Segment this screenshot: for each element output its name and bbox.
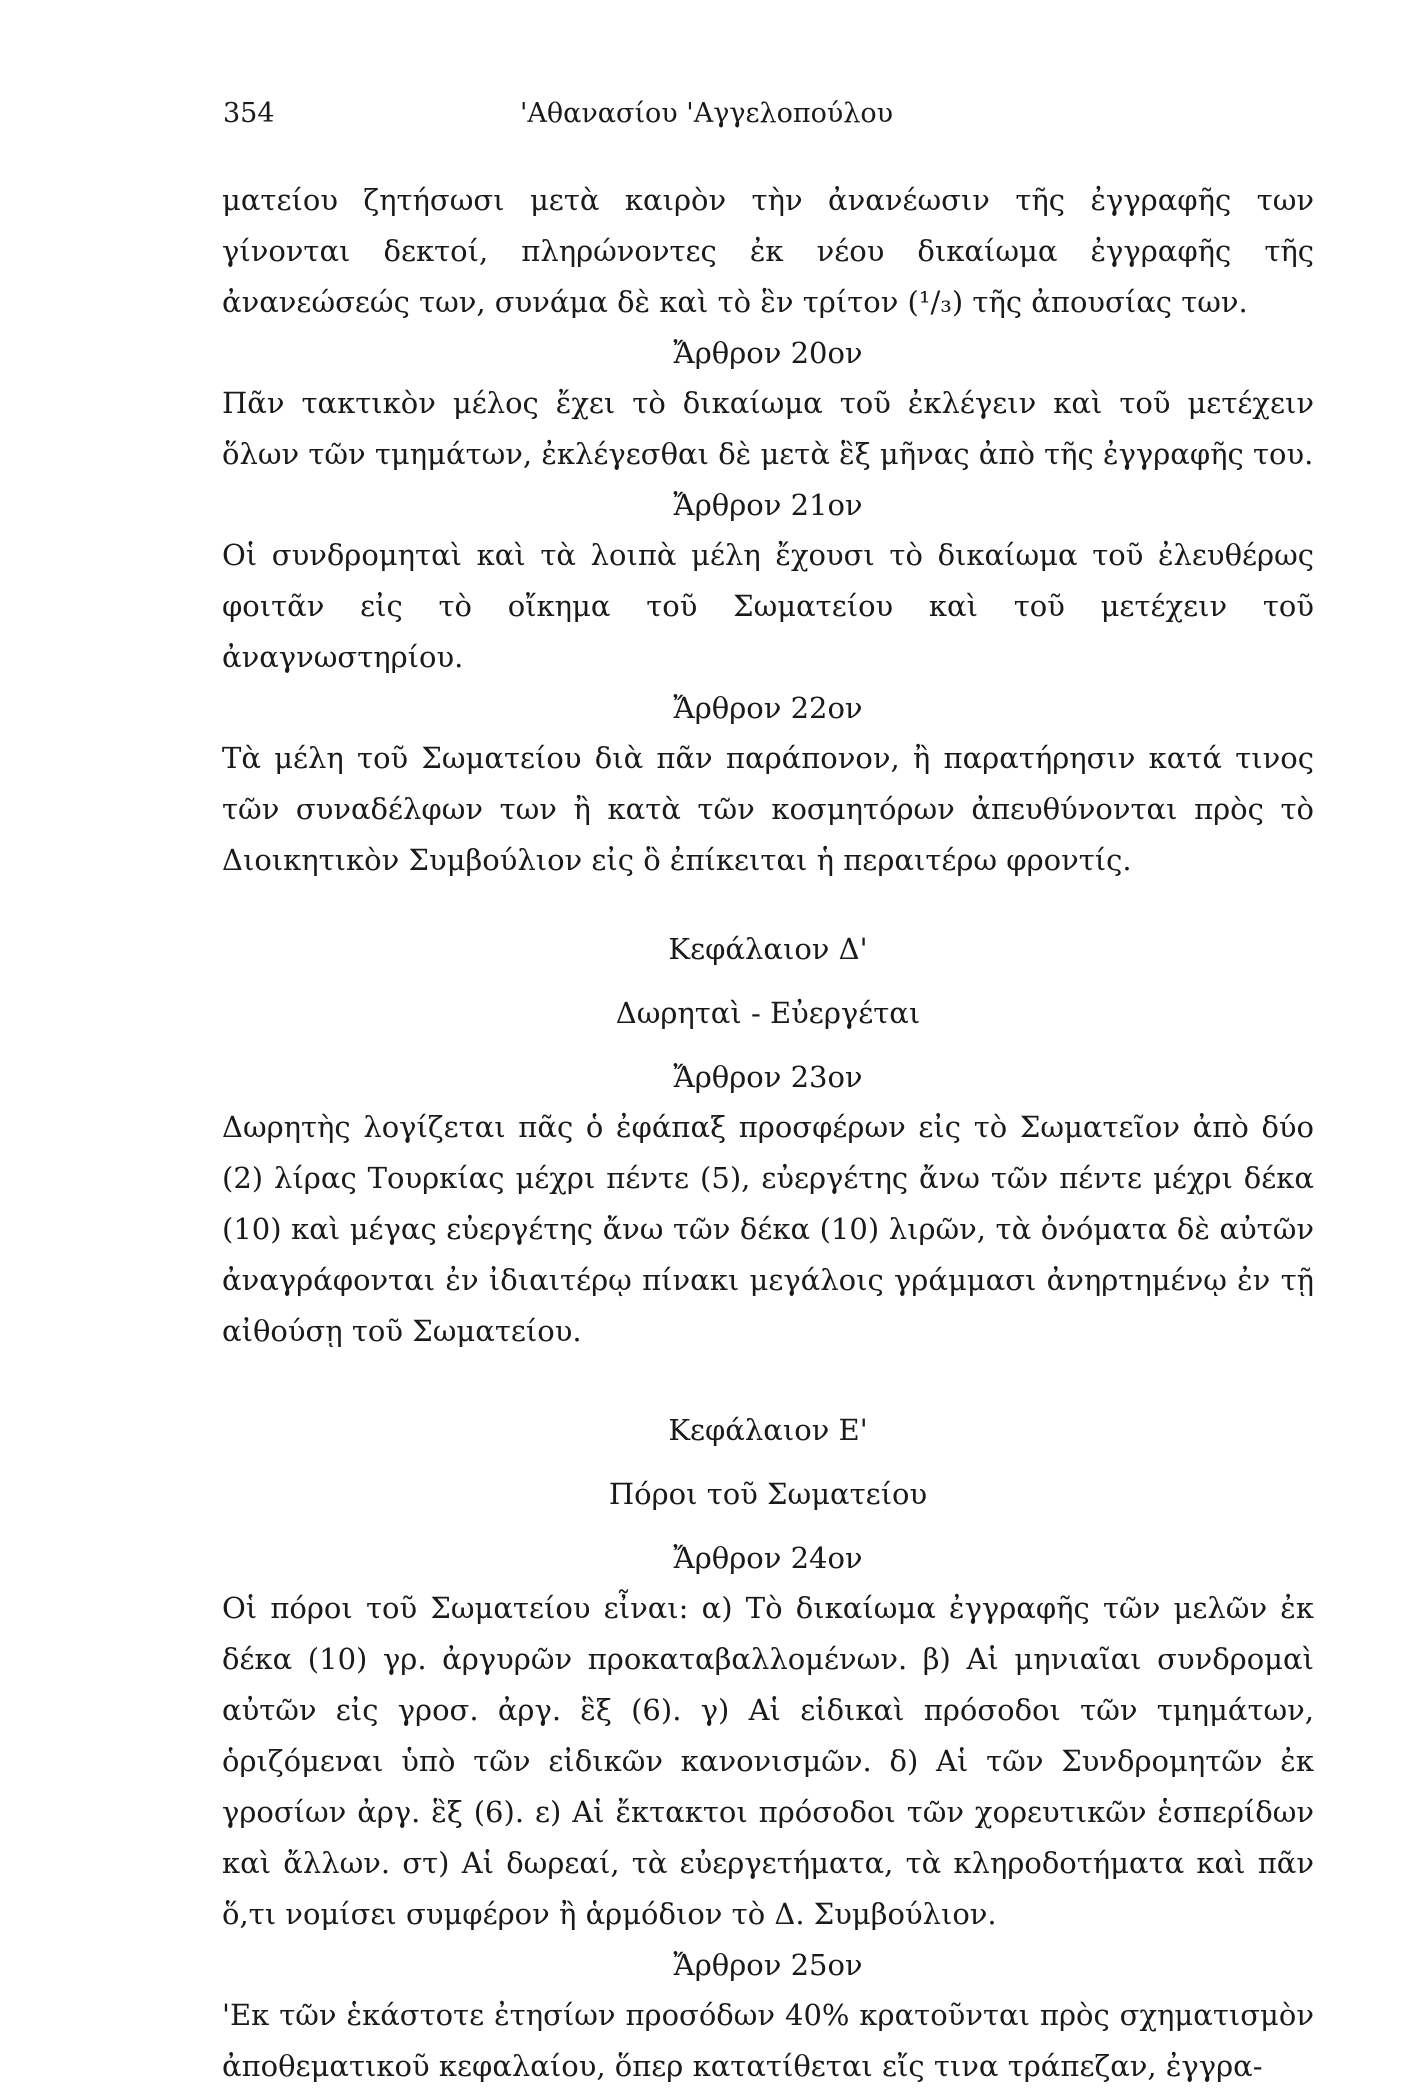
- chapter-e-heading: Κεφάλαιον Ε': [668, 1413, 868, 1447]
- article-24-heading: Ἄρθρον 24ον: [673, 1541, 863, 1575]
- running-title: 'Αθανασίου 'Αγγελοπούλου: [519, 98, 894, 129]
- article-20-text: Πᾶν τακτικὸν μέλος ἔχει τὸ δικαίωμα τοῦ ἐκλέγειν καὶ τοῦ μετέχειν ὅλων τῶν τμημάτων, ἐκλέγεσθαι δὲ μετὰ ἓξ μῆνας ἀπὸ τῆς ἐγγραφῆς του.: [222, 386, 1314, 471]
- article-21-text: Οἱ συνδρομηταὶ καὶ τὰ λοιπὰ μέλη ἔχουσι τὸ δικαίωμα τοῦ ἐλευθέρως φοιτᾶν εἰς τὸ οἴκημα τοῦ Σωματείου καὶ τοῦ μετέχειν τοῦ ἀναγνωστηρίου.: [222, 538, 1314, 674]
- page-number: 354: [223, 98, 275, 129]
- article-25-heading: Ἄρθρον 25ον: [673, 1948, 863, 1982]
- page-header: [0, 98, 1413, 138]
- article-22-heading: Ἄρθρον 22ον: [673, 691, 863, 725]
- article-23-text: Δωρητὴς λογίζεται πᾶς ὁ ἐφάπαξ προσφέρων εἰς τὸ Σωματεῖον ἀπὸ δύο (2) λίρας Τουρκίας μέχρι πέντε (5), εὐεργέτης ἄνω τῶν πέντε μέχρι δέκα (10) καὶ μέγας εὐεργέτης ἄνω τῶν δέκα (10) λιρῶν, τὰ ὀνόματα δὲ αὐτῶν ἀναγράφονται ἐν ἰδιαιτέρῳ πίνακι μεγάλοις γράμμασι ἀνηρτημένῳ ἐν τῇ αἰθούσῃ τοῦ Σωματείου.: [222, 1110, 1314, 1348]
- article-23-heading: Ἄρθρον 23ον: [673, 1060, 863, 1094]
- paragraph-continued: ματείου ζητήσωσι μετὰ καιρὸν τὴν ἀνανέωσιν τῆς ἐγγραφῆς των γίνονται δεκτοί, πληρώνοντες ἐκ νέου δικαίωμα ἐγγραφῆς τῆς ἀνανεώσεώς των, συνάμα δὲ καὶ τὸ ἓν τρίτον (¹/₃) τῆς ἀπουσίας των.: [222, 183, 1314, 319]
- chapter-d-heading: Κεφάλαιον Δ': [668, 932, 868, 966]
- chapter-d-subtitle: Δωρηταὶ - Εὐεργέται: [615, 996, 921, 1030]
- article-22-text: Τὰ μέλη τοῦ Σωματείου διὰ πᾶν παράπονον, ἢ παρατήρησιν κατά τινος τῶν συναδέλφων των ἢ κατὰ τῶν κοσμητόρων ἀπευθύνονται πρὸς τὸ Διοικητικὸν Συμβούλιον εἰς ὃ ἐπίκειται ἡ περαιτέρω φροντίς.: [222, 741, 1314, 877]
- page-body: [222, 175, 1314, 2092]
- chapter-e-subtitle: Πόροι τοῦ Σωματείου: [608, 1477, 928, 1511]
- article-24-text: Οἱ πόροι τοῦ Σωματείου εἶναι: α) Τὸ δικαίωμα ἐγγραφῆς τῶν μελῶν ἐκ δέκα (10) γρ. ἀργυρῶν προκαταβαλλομένων. β) Αἱ μηνιαῖαι συνδρομαὶ αὐτῶν εἰς γροσ. ἀργ. ἓξ (6). γ) Αἱ εἰδικαὶ πρόσοδοι τῶν τμημάτων, ὁριζόμεναι ὑπὸ τῶν εἰδικῶν κανονισμῶν. δ) Αἱ τῶν Συνδρομητῶν ἐκ γροσίων ἀργ. ἓξ (6). ε) Αἱ ἔκτακτοι πρόσοδοι τῶν χορευτικῶν ἑσπερίδων καὶ ἄλλων. στ) Αἱ δωρεαί, τὰ εὐεργετήματα, τὰ κληροδοτήματα καὶ πᾶν ὅ,τι νομίσει συμφέρον ἢ ἁρμόδιον τὸ Δ. Συμβούλιον.: [222, 1591, 1314, 1931]
- article-20-heading: Ἄρθρον 20ον: [673, 336, 863, 370]
- article-25-text: 'Εκ τῶν ἑκάστοτε ἐτησίων προσόδων 40% κρατοῦνται πρὸς σχηματισμὸν ἀποθεματικοῦ κεφαλαίου, ὅπερ κατατίθεται εἴς τινα τράπεζαν, ἐγγρα-: [222, 1998, 1314, 2083]
- article-21-heading: Ἄρθρον 21ον: [673, 488, 863, 522]
